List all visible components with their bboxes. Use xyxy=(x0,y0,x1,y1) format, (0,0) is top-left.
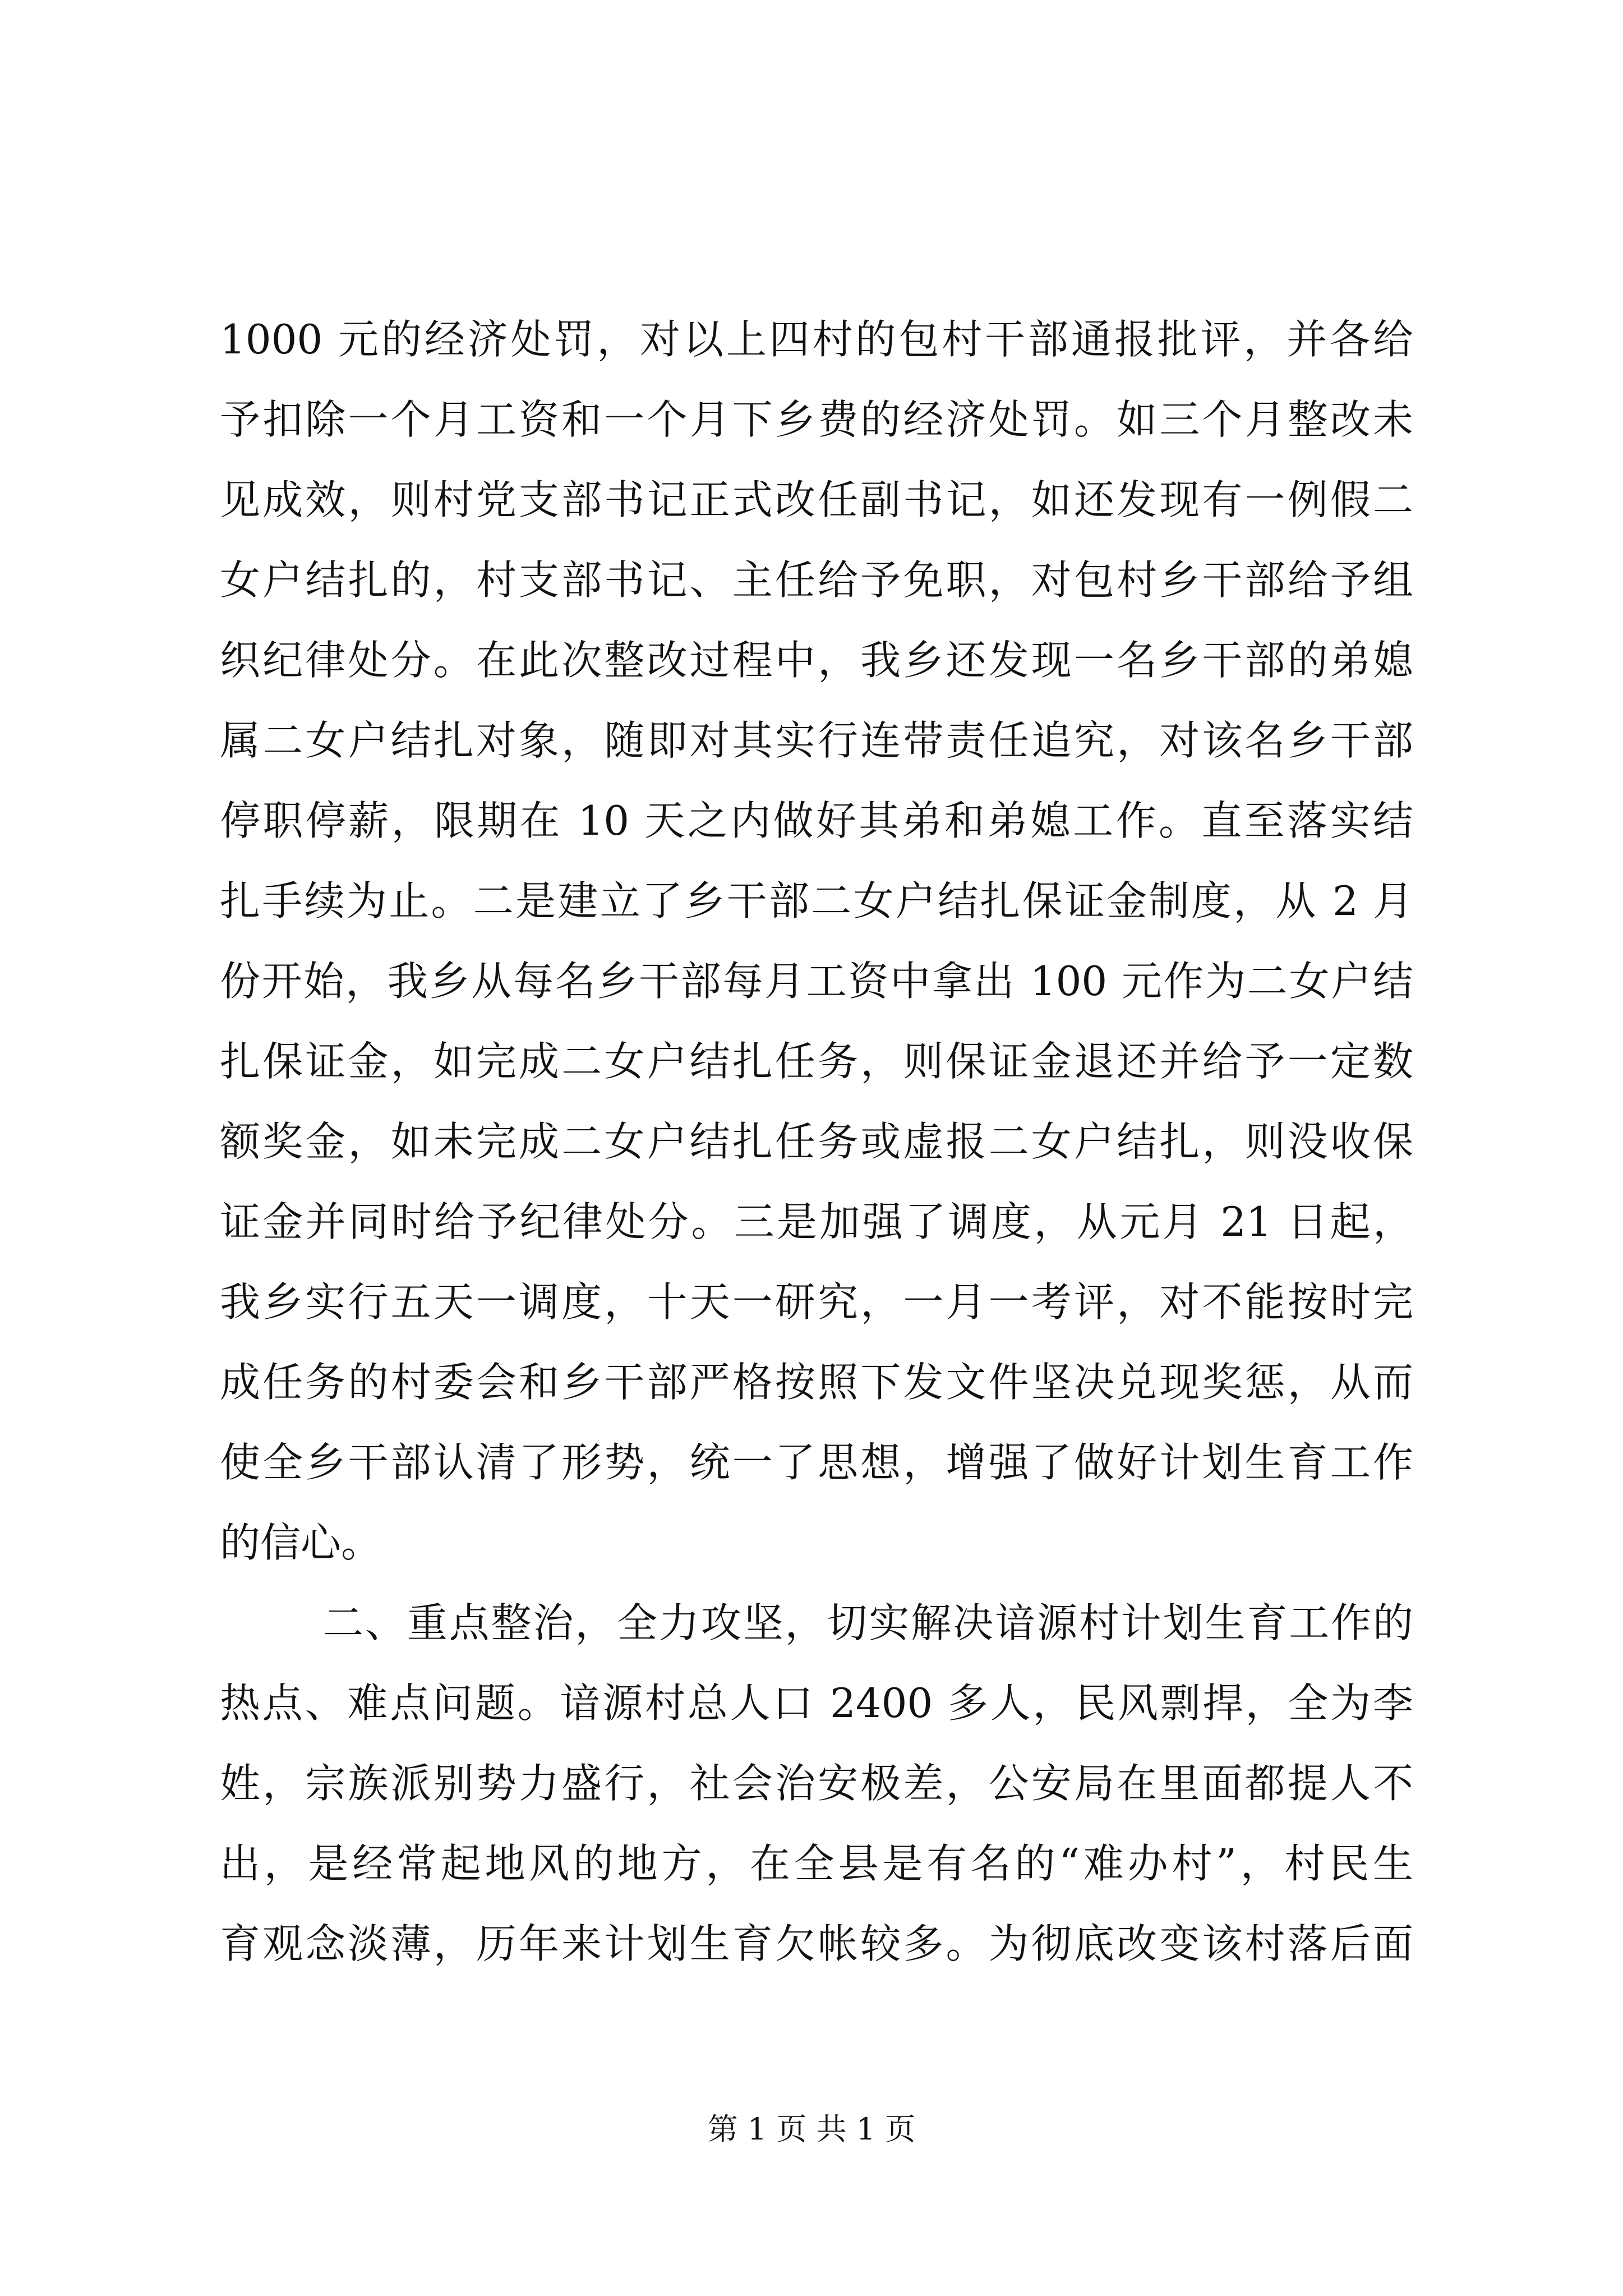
paragraph-start-line: 二、重点整治，全力攻坚，切实解决谙源村计划生育工作的 xyxy=(323,1599,1413,1646)
text-line: 使全乡干部认清了形势，统一了思想，增强了做好计划生育工作 xyxy=(220,1439,1413,1486)
text-line: 份开始，我乡从每名乡干部每月工资中拿出 100 元作为二女户结 xyxy=(220,958,1413,1005)
text-line: 热点、难点问题。谙源村总人口 2400 多人，民风剽捍，全为李 xyxy=(220,1680,1413,1727)
page-number: 第 1 页 共 1 页 xyxy=(707,2111,916,2147)
text-line: 停职停薪，限期在 10 天之内做好其弟和弟媳工作。直至落实结 xyxy=(220,797,1413,844)
text-line: 扎手续为止。二是建立了乡干部二女户结扎保证金制度，从 2 月 xyxy=(220,877,1413,924)
text-line: 姓，宗族派别势力盛行，社会治安极差，公安局在里面都提人不 xyxy=(220,1760,1413,1807)
text-line: 见成效，则村党支部书记正式改任副书记，如还发现有一例假二 xyxy=(220,476,1413,523)
text-line: 女户结扎的，村支部书记、主任给予免职，对包村乡干部给予组 xyxy=(220,556,1413,604)
text-line: 1000 元的经济处罚，对以上四村的包村干部通报批评，并各给 xyxy=(220,316,1413,363)
text-line: 出，是经常起地风的地方，在全县是有名的“难办村”，村民生 xyxy=(220,1840,1413,1887)
text-line: 属二女户结扎对象，随即对其实行连带责任追究，对该名乡干部 xyxy=(220,717,1413,764)
page-footer xyxy=(0,2107,1623,2152)
text-line: 成任务的村委会和乡干部严格按照下发文件坚决兑现奖惩，从而 xyxy=(220,1359,1413,1406)
text-line: 织纪律处分。在此次整改过程中，我乡还发现一名乡干部的弟媳 xyxy=(220,637,1413,684)
text-line: 额奖金，如未完成二女户结扎任务或虚报二女户结扎，则没收保 xyxy=(220,1118,1413,1165)
text-line: 我乡实行五天一调度，十天一研究，一月一考评，对不能按时完 xyxy=(220,1278,1413,1326)
text-line: 予扣除一个月工资和一个月下乡费的经济处罚。如三个月整改未 xyxy=(220,396,1413,443)
body-text xyxy=(220,300,1413,1984)
text-line: 证金并同时给予纪律处分。三是加强了调度，从元月 21 日起， xyxy=(220,1198,1413,1245)
text-line: 的信心。 xyxy=(220,1519,382,1566)
text-line: 育观念淡薄，历年来计划生育欠帐较多。为彻底改变该村落后面 xyxy=(220,1920,1413,1967)
text-line: 扎保证金，如完成二女户结扎任务，则保证金退还并给予一定数 xyxy=(220,1038,1413,1085)
